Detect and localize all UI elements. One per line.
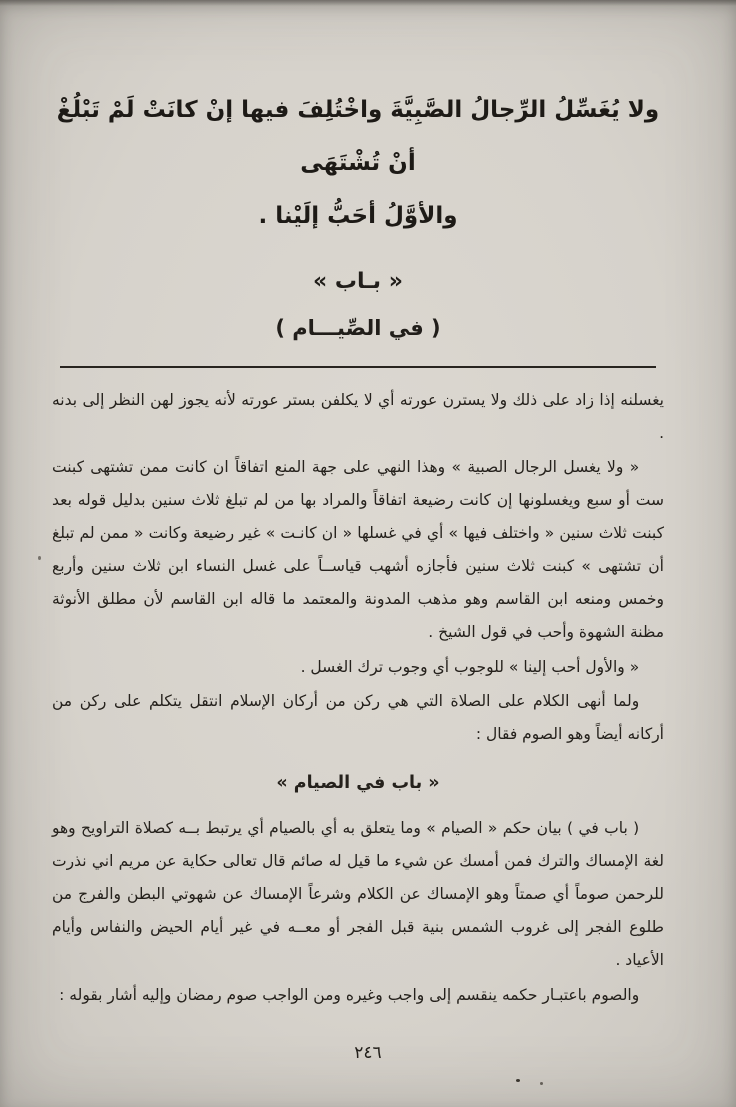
scan-noise-speck [38,556,41,560]
commentary-text-block [52,384,664,1012]
matn-text-block [52,84,664,243]
scan-noise-speck [540,1082,543,1085]
commentary-paragraph: يغسلنه إذا زاد على ذلك ولا يسترن عورته أي لا يكلفن بستر عورته لأنه يجوز لهن النظر إلى بدنه . [52,390,664,442]
matn-line-1: ولا يُغَسِّلُ الرِّجالُ الصَّبِيَّةَ واخْتُلِفَ فيها إنْ كانَتْ لَمْ تَبْلُغْ أنْ تُشْتَهَى [56,97,660,176]
horizontal-divider-rule [60,366,656,368]
page-content [52,0,664,1107]
commentary-paragraph: « ولا يغسل الرجال الصبية » وهذا النهي على جهة المنع اتفاقاً ان كانت ممن تشتهى كبنت ست أو سبع ويغسلونها إن كانت رضيعة اتفاقاً والمراد بها من لم تبلغ ثلاث سنين بدليل قوله بعد كبنت ثلاث سنين « واختلف فيها » أي في غسلها « ان كانـت » غير رضيعة وكانت « ممن لم تبلغ أن تشتهى » كبنت ثلاث سنين فأجازه أشهب قياســاً على غسل النساء ابن ثلاث سنين وأربع وخمس ومنعه ابن القاسم وهو مذهب المدونة والمعتمد ما قاله ابن القاسم لأن مطلق الأنوثة مظنة الشهوة وأحب في قول الشيخ . [52,458,664,641]
page-number: ٢٤٦ [354,1043,382,1063]
scan-noise-speck [516,1079,520,1082]
commentary-paragraph: ولما أنهى الكلام على الصلاة التي هي ركن من أركان الإسلام انتقل يتكلم على ركن من أركانه أيضاً وهو الصوم فقال : [52,692,664,744]
chapter-heading-bab: « بـاب » [313,268,403,294]
commentary-paragraph: والصوم باعتبـار حكمه ينقسم إلى واجب وغيره ومن الواجب صوم رمضان وإليه أشار بقوله : [59,985,640,1004]
section-heading-bab-fi-alsiyam: « باب في الصيام » [276,773,440,794]
chapter-subheading-fi-alsiyam: ( في الصِّيـــام ) [275,315,441,340]
commentary-paragraph: « والأول أحب إلينا » للوجوب أي وجوب ترك الغسل . [300,657,640,676]
matn-line-2: والأوَّلُ أحَبُّ إلَيْنا . [258,202,458,229]
commentary-paragraph: ( باب في ) بيان حكم « الصيام » وما يتعلق به أي بالصيام أي يرتبط بــه كصلاة التراويح وهو لغة الإمساك والترك فمن أمسك عن شيء ما قيل له صائم قال تعالى حكاية عن مريم اني نذرت للرحمن صوماً أي صمتاً وهو الإمساك عن الكلام وشرعاً الإمساك عن شهوتي البطن والفرج من طلوع الفجر إلى غروب الشمس بنية قبل الفجر أو معــه في غير أيام الحيض والنفاس وأيام الأعياد . [52,819,664,969]
